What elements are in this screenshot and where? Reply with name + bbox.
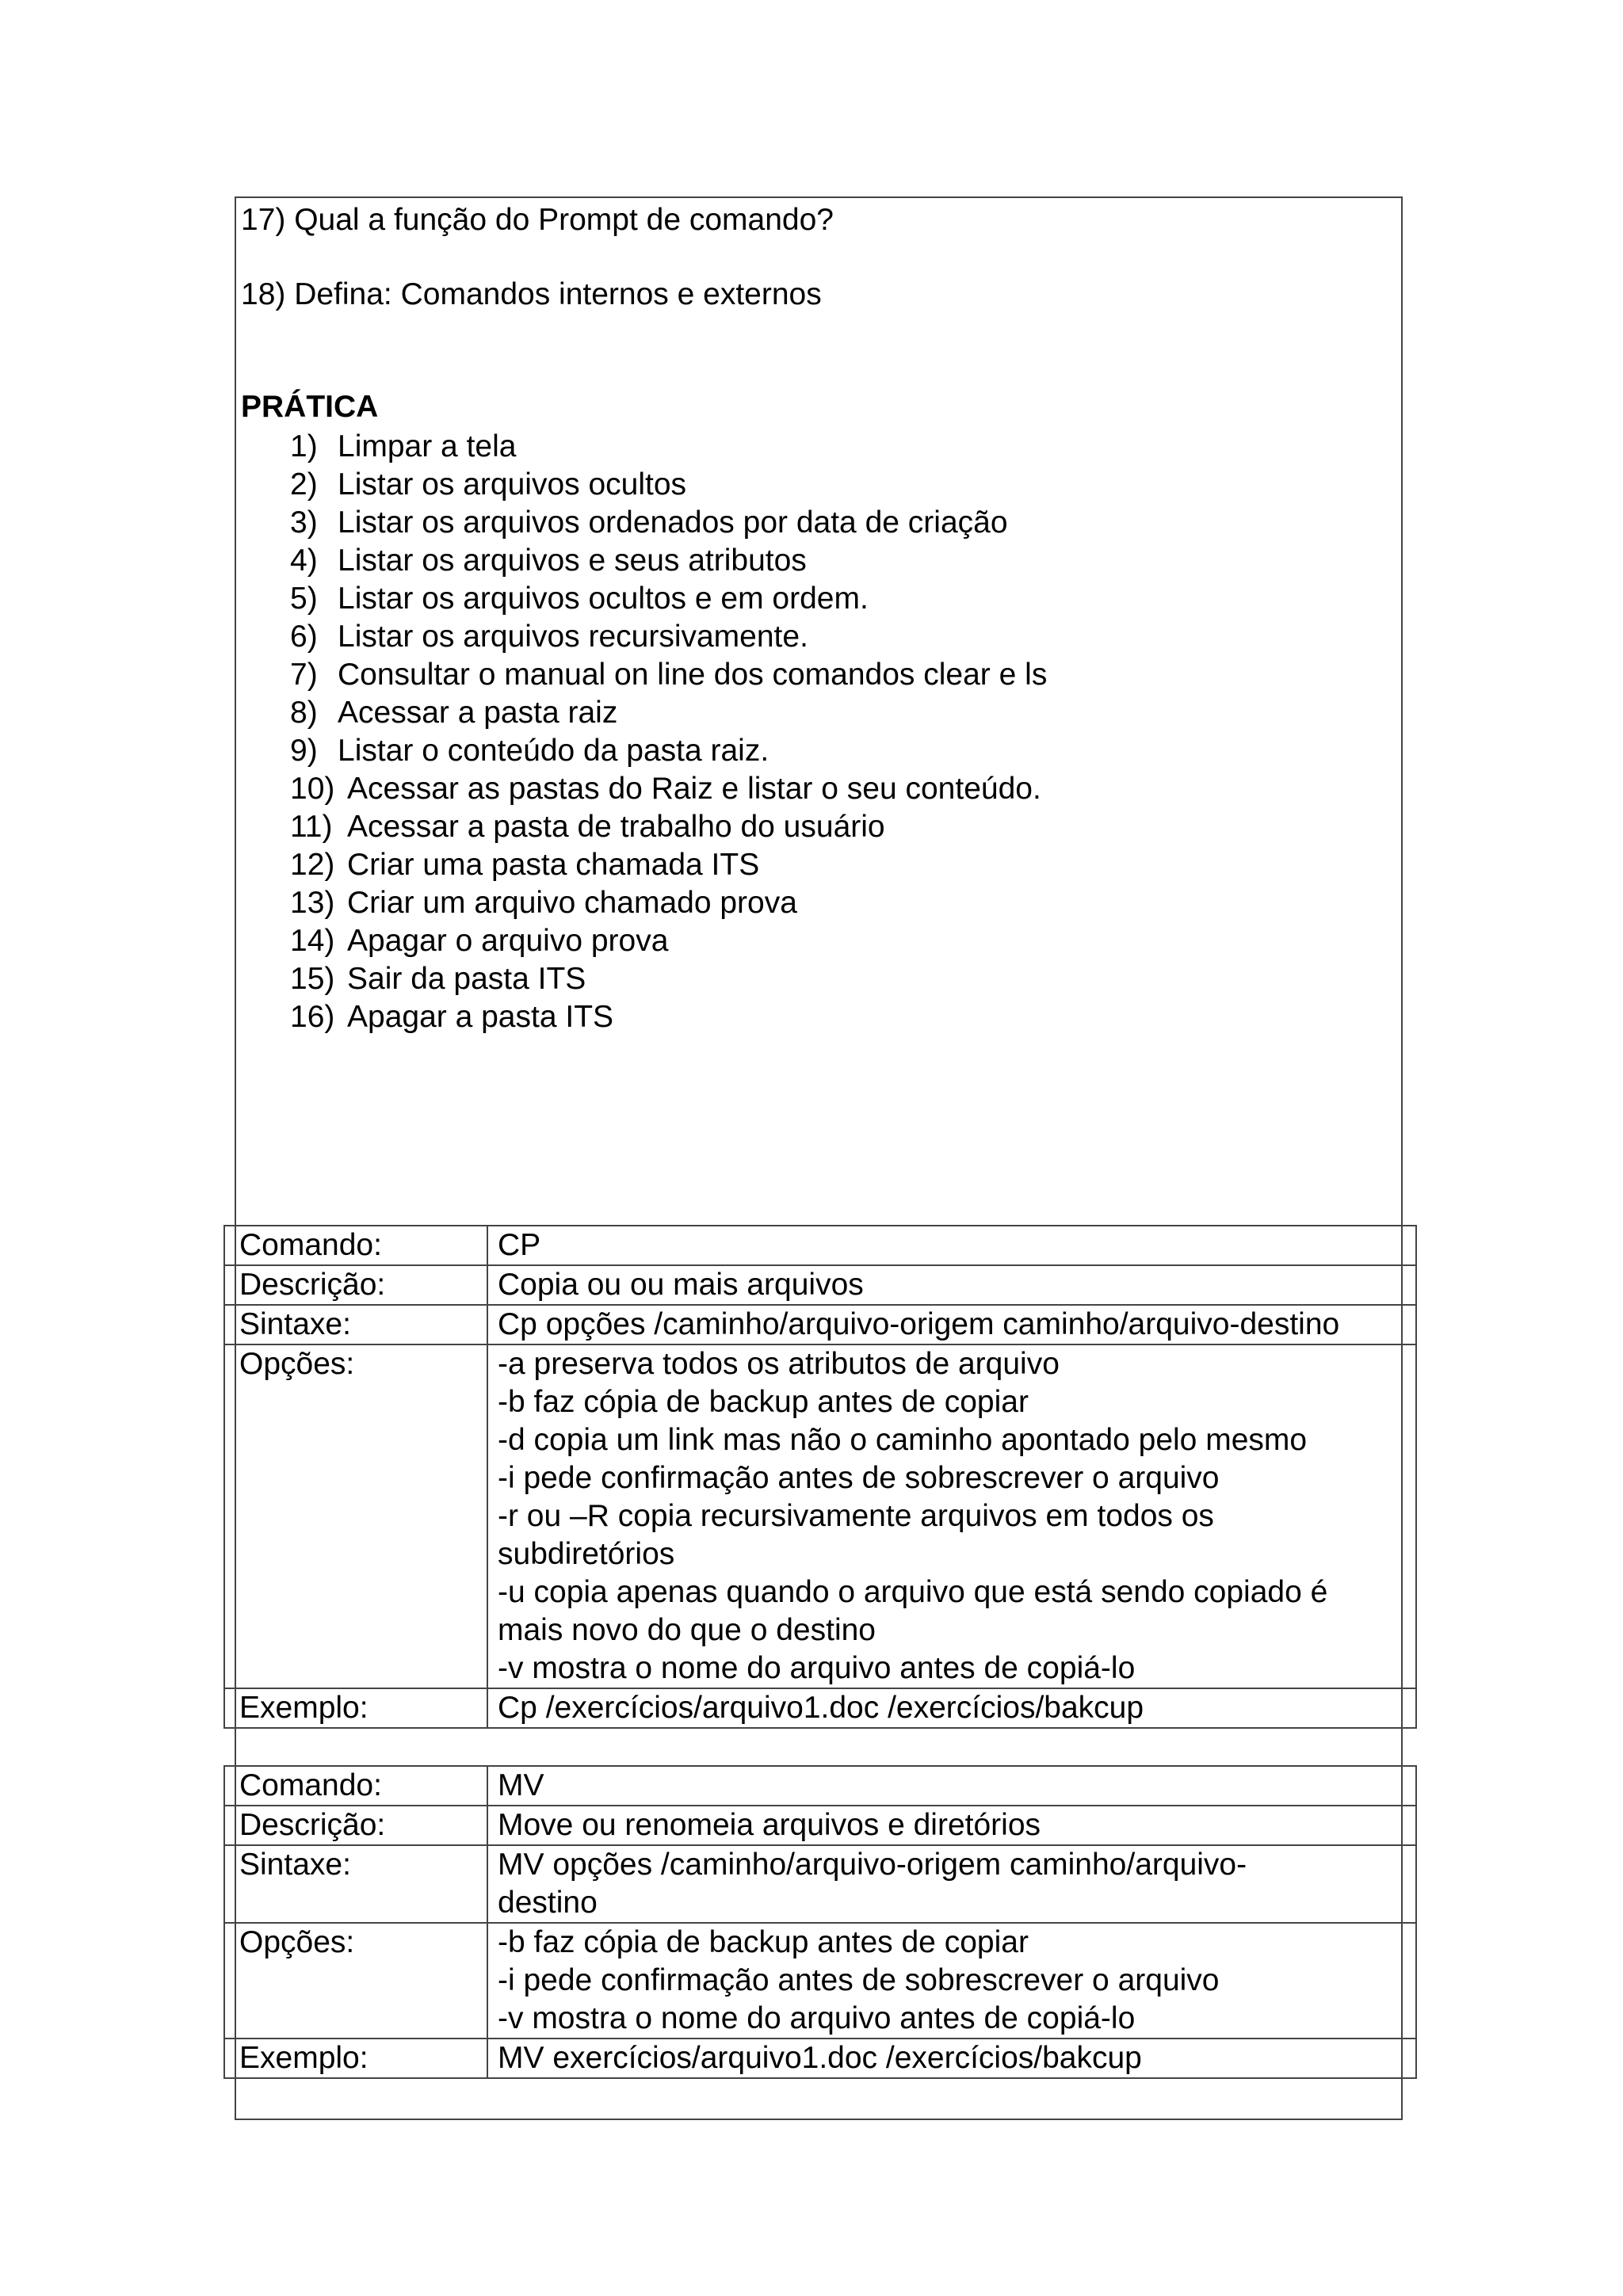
list-item: 4) Listar os arquivos e seus atributos [290, 543, 807, 578]
option-line: subdiretórios [498, 1537, 675, 1571]
list-item: 15) Sair da pasta ITS [290, 962, 586, 996]
question-18: 18) Defina: Comandos internos e externos [241, 277, 822, 311]
list-item: 3) Listar os arquivos ordenados por data de criação [290, 505, 1008, 540]
option-line: -a preserva todos os atributos de arquivo [498, 1347, 1060, 1381]
opcoes-label: Opções: [224, 1344, 487, 1688]
descricao-value: Copia ou ou mais arquivos [487, 1265, 1416, 1305]
option-line: -i pede confirmação antes de sobrescrever o arquivo [498, 1963, 1220, 1997]
sintaxe-value: Cp opções /caminho/arquivo-origem caminho/arquivo-destino [487, 1305, 1416, 1344]
sintaxe-label: Sintaxe: [224, 1305, 487, 1344]
opcoes-value [487, 1923, 1416, 2039]
comando-label: Comando: [224, 1766, 487, 1806]
comando-value: CP [487, 1226, 1416, 1265]
table-row [224, 2039, 1416, 2078]
table-row [224, 1845, 1416, 1923]
exemplo-value: MV exercícios/arquivo1.doc /exercícios/bakcup [487, 2039, 1416, 2078]
exemplo-label: Exemplo: [224, 2039, 487, 2078]
table-row [224, 1766, 1416, 1806]
exemplo-label: Exemplo: [224, 1688, 487, 1728]
list-item: 9) Listar o conteúdo da pasta raiz. [290, 734, 769, 768]
cp-command-table [223, 1225, 1417, 1729]
comando-value: MV [487, 1766, 1416, 1806]
list-item: 5) Listar os arquivos ocultos e em ordem. [290, 582, 869, 616]
table-row [224, 1344, 1416, 1688]
descricao-value: Move ou renomeia arquivos e diretórios [487, 1806, 1416, 1845]
comando-label: Comando: [224, 1226, 487, 1265]
list-item: 13) Criar um arquivo chamado prova [290, 886, 797, 920]
mv-command-table [223, 1765, 1417, 2079]
list-item: 12) Criar uma pasta chamada ITS [290, 848, 760, 882]
option-line: -v mostra o nome do arquivo antes de copiá-lo [498, 1651, 1136, 1685]
list-item: 1) Limpar a tela [290, 429, 517, 463]
opcoes-value [487, 1344, 1416, 1688]
exemplo-value: Cp /exercícios/arquivo1.doc /exercícios/bakcup [487, 1688, 1416, 1728]
option-line: -r ou –R copia recursivamente arquivos em todos os [498, 1499, 1214, 1533]
option-line: -b faz cópia de backup antes de copiar [498, 1385, 1029, 1419]
option-line: -v mostra o nome do arquivo antes de copiá-lo [498, 2001, 1136, 2035]
list-item: 7) Consultar o manual on line dos comandos clear e ls [290, 658, 1048, 692]
sintaxe-line: destino [498, 1886, 598, 1920]
practice-title: PRÁTICA [241, 390, 379, 424]
table-row [224, 1265, 1416, 1305]
descricao-label: Descrição: [224, 1806, 487, 1845]
table-row [224, 1923, 1416, 2039]
list-item: 16) Apagar a pasta ITS [290, 1000, 614, 1034]
sintaxe-value [487, 1845, 1416, 1923]
table-row [224, 1806, 1416, 1845]
list-item: 14) Apagar o arquivo prova [290, 924, 669, 958]
opcoes-label: Opções: [224, 1923, 487, 2039]
list-item: 11) Acessar a pasta de trabalho do usuário [290, 810, 885, 844]
list-item: 8) Acessar a pasta raiz [290, 696, 618, 730]
list-item: 10) Acessar as pastas do Raiz e listar o seu conteúdo. [290, 772, 1041, 806]
option-line: -u copia apenas quando o arquivo que está sendo copiado é [498, 1575, 1328, 1609]
sintaxe-label: Sintaxe: [224, 1845, 487, 1923]
option-line: -d copia um link mas não o caminho apontado pelo mesmo [498, 1423, 1308, 1457]
table-row [224, 1688, 1416, 1728]
question-17: 17) Qual a função do Prompt de comando? [241, 203, 834, 237]
list-item: 2) Listar os arquivos ocultos [290, 467, 687, 502]
sintaxe-line: MV opções /caminho/arquivo-origem caminho/arquivo- [498, 1848, 1247, 1882]
descricao-label: Descrição: [224, 1265, 487, 1305]
practice-list [290, 428, 1047, 1036]
table-row [224, 1226, 1416, 1265]
option-line: mais novo do que o destino [498, 1613, 876, 1647]
table-row [224, 1305, 1416, 1344]
option-line: -i pede confirmação antes de sobrescrever o arquivo [498, 1461, 1220, 1495]
option-line: -b faz cópia de backup antes de copiar [498, 1925, 1029, 1959]
list-item: 6) Listar os arquivos recursivamente. [290, 620, 808, 654]
